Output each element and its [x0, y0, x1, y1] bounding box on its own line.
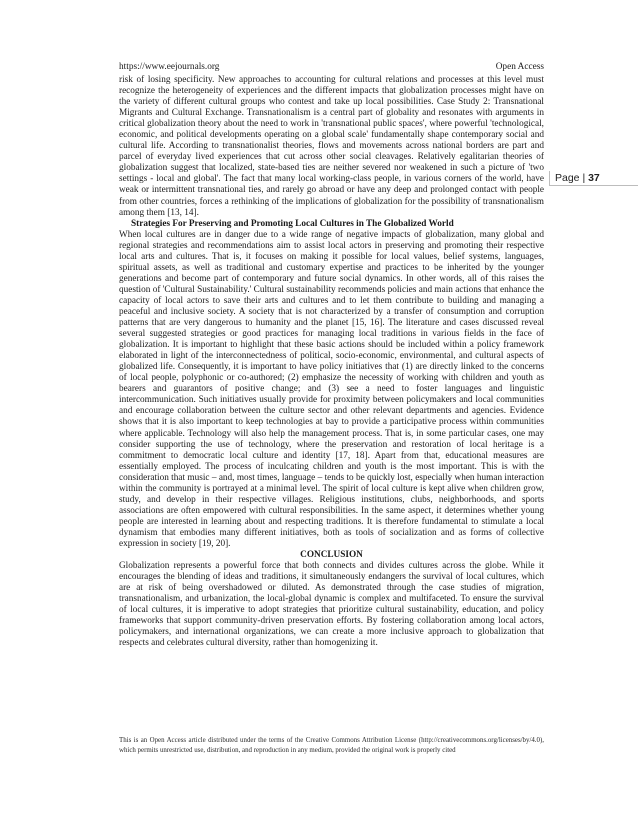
- page-label-prefix: Page |: [555, 172, 586, 184]
- license-footer: This is an Open Access article distributed under the terms of the Creative Commons Attribution License (http://creativecommons.org/licenses/by/4.0), which permits unrestricted use, distribution, and reproduction in any medium, provided the original work is properly cited: [119, 737, 544, 754]
- page-number-tab: [549, 171, 638, 186]
- section-heading-conclusion: CONCLUSION: [300, 550, 363, 561]
- paragraph-strategies: When local cultures are in danger due to a wide range of negative impacts of globalization, many global and regional strategies and recommendations aim to assist local actors in preserving and promoting their respective local arts and cultures. That is, it focuses on making it possible for local values, belief systems, languages, spiritual assets, as well as traditional and customary expertise and practices to be inherited by the younger generations and become part of contemporary and future social dynamics. In other words, all of this raises the question of 'Cultural Sustainability.' Cultural sustainability recommends policies and main actions that enhance the capacity of local actors to save their arts and cultures and to let them contribute to building and managing a peaceful and inclusive society. A society that is not characterized by a transfer of consumption and corruption patterns that are very dangerous to humanity and the planet [15, 16]. The literature and cases discussed reveal several suggested strategies or good practices for managing local traditions in various fields in the face of globalization. It is important to highlight that these basic actions should be included within a policy framework elaborated in light of the interconnectedness of political, socio-economic, environmental, and cultural aspects of globalized life. Consequently, it is important to have policy initiatives that (1) are directly linked to the concerns of local people, polyphonic or co-authored; (2) emphasize the necessity of working with children and youth as bearers and guarantors of positive change; and (3) see a need to foster languages and linguistic intercommunication. Such initiatives usually provide for proximity between policymakers and local communities and encourage collaboration between the culture sector and other relevant departments and agencies. Evidence shows that it is also important to keep technologies at bay to provide a participative process within communities where applicable. Technology will also help the management process. That is, in some particular cases, one may consider supporting the use of technology, where the preservation and restoration of local heritage is a commitment to democratic local culture and identity [17, 18]. Apart from that, educational measures are essentially employed. The process of inculcating children and youth is the most important. This is with the consideration that music – and, most times, language – tends to be quickly lost, especially when human interaction within the community is portrayed at a minimal level. The spirit of local culture is kept alive when children grow, study, and develop in their respective villages. Religious institutions, clubs, neighborhoods, and sports associations are often empowered with cultural responsibilities. In the same aspect, it determines whether young people are interested in learning about and respecting traditions. It is therefore fundamental to stimulate a local dynamism that embodies many different initiatives, both as tools of socialization and as forms of collective expression in society [19, 20].: [119, 229, 544, 549]
- journal-url[interactable]: https://www.eejournals.org: [119, 62, 220, 72]
- open-access-label: Open Access: [495, 62, 544, 72]
- section-heading-strategies: Strategies For Preserving and Promoting Local Cultures in The Globalized World: [131, 218, 454, 229]
- article-body: [119, 75, 544, 649]
- paragraph-conclusion: Globalization represents a powerful force that both connects and divides cultures across the globe. While it encourages the blending of ideas and traditions, it simultaneously endangers the survival of local cultures, which are at risk of being overshadowed or diluted. As demonstrated through the case studies of migration, transnationalism, and urbanization, the local-global dynamic is complex and multifaceted. To ensure the survival of local cultures, it is imperative to adopt strategies that prioritize cultural sustainability, education, and policy frameworks that support community-driven preservation efforts. By fostering collaboration among local actors, policymakers, and international organizations, we can create a more inclusive approach to globalization that respects and celebrates cultural diversity, rather than homogenizing it.: [119, 561, 544, 649]
- running-header: [119, 61, 544, 73]
- paragraph-case-study-2: risk of losing specificity. New approaches to accounting for cultural relations and processes at this level must recognize the heterogeneity of experiences and the different impacts that globalization processes might have on the variety of different cultural groups who contest and take up local possibilities. Case Study 2: Transnational Migrants and Cultural Exchange. Transnationalism is a central part of globality and resonates with arguments in critical globalization theory about the need to work in 'transnational public spaces', where powerful 'technological, economic, and political developments operating on a global scale' fundamentally shape contemporary social and cultural life. According to transnationalist theories, flows and movements across national borders are part and parcel of everyday lived experiences that cut across other social cleavages. Relatively egalitarian theories of globalization suggest that localized, state-based ties are neither severed nor weakened in such a picture of 'two settings - local and global'. The fact that many local working-class people, in various corners of the world, have weak or intermittent transnational ties, and rarely go abroad or have any deep and prolonged contact with people from other countries, forces a rethinking of the implications of globalization for the possibility of transnationalism among them [13, 14].: [119, 75, 544, 218]
- page-number: 37: [588, 172, 600, 184]
